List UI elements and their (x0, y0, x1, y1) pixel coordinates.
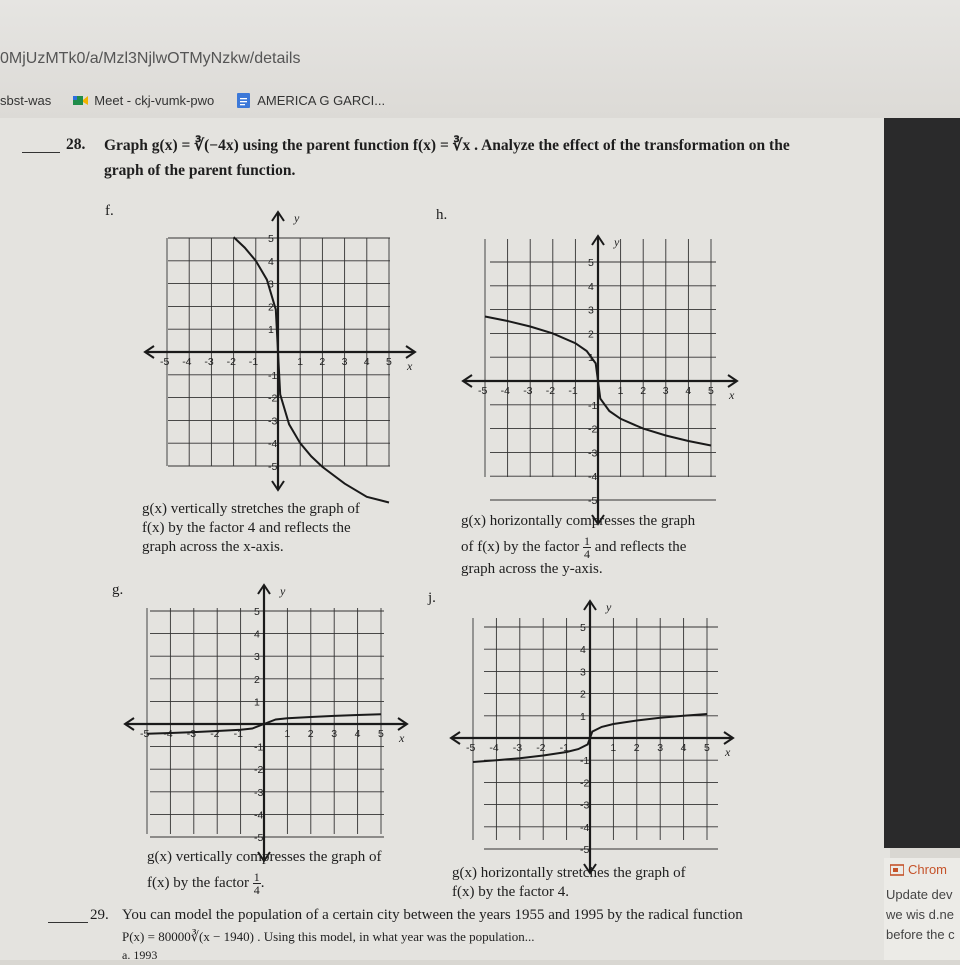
question-number: 28. (66, 136, 86, 153)
y-tick-label: -3 (588, 447, 598, 460)
x-tick-label: 3 (331, 728, 338, 740)
caption-line: g(x) vertically compresses the graph of (147, 849, 382, 865)
y-tick-label: 3 (588, 304, 594, 317)
y-tick-label: -5 (254, 832, 264, 844)
chrome-update-popup[interactable] (884, 858, 960, 960)
x-axis-label: x (729, 388, 735, 402)
y-tick-label: 4 (254, 628, 260, 641)
function-curve (234, 237, 389, 502)
bookmarks-bar (0, 93, 385, 108)
x-tick-label: 2 (640, 385, 647, 397)
x-tick-label: 5 (386, 356, 392, 368)
y-tick-label: 3 (268, 278, 274, 291)
caption-line: g(x) horizontally compresses the graph (461, 513, 696, 529)
y-tick-label: -4 (580, 821, 590, 834)
y-tick-label: -1 (254, 741, 264, 754)
x-tick-label: -5 (140, 728, 150, 740)
x-tick-label: 5 (378, 728, 384, 740)
y-tick-label: -2 (254, 764, 264, 777)
graph-letter-g: g. (112, 582, 124, 598)
dark-side-panel (884, 118, 960, 848)
x-tick-label: -2 (545, 385, 556, 397)
x-tick-label: -3 (204, 356, 214, 368)
graph-letter-j: j. (428, 590, 436, 606)
google-docs-icon (236, 93, 251, 108)
caption-line (147, 871, 382, 896)
meet-icon (73, 94, 88, 107)
x-tick-label: 1 (610, 742, 617, 754)
x-tick-label: -4 (500, 385, 510, 397)
y-tick-label: -5 (580, 844, 590, 856)
y-tick-label: 4 (588, 280, 594, 293)
chrome-warning-icon (890, 864, 904, 876)
bookmark-docs[interactable] (236, 93, 385, 108)
y-tick-label: 5 (588, 257, 594, 269)
question29-line3: a. 1993 (122, 948, 158, 962)
x-tick-label: 4 (354, 728, 361, 740)
caption-line: g(x) horizontally stretches the graph of (452, 865, 686, 881)
caption-line: graph across the y-axis. (461, 561, 603, 577)
grid (485, 239, 716, 500)
caption-line: f(x) by the factor 4 and reflects the (142, 520, 351, 536)
caption-h (461, 512, 695, 579)
x-tick-label: -2 (226, 356, 236, 368)
caption-line: f(x) by the factor 4. (452, 884, 570, 900)
y-tick-label: 2 (254, 673, 260, 686)
y-tick-label: 5 (254, 606, 260, 618)
x-tick-label: -4 (163, 728, 173, 740)
x-tick-label: 4 (685, 385, 692, 397)
y-axis-label: y (280, 584, 286, 598)
y-tick-label: -4 (588, 471, 598, 484)
graph-letter-f: f. (105, 203, 114, 219)
question29-number: 29. (90, 907, 109, 923)
y-tick-label: -1 (588, 399, 598, 412)
y-tick-label: -2 (268, 392, 278, 405)
fraction-denominator: 4 (253, 883, 260, 897)
fraction (253, 871, 261, 896)
bookmark-label: sbst-was (0, 93, 52, 108)
y-tick-label: 1 (254, 696, 260, 709)
x-tick-label: 5 (708, 385, 714, 397)
popup-title-text: Chrom (908, 862, 948, 877)
x-tick-label: -3 (186, 728, 197, 740)
caption-text: . (260, 874, 265, 891)
x-tick-label: -3 (512, 742, 523, 754)
x-tick-label: -5 (466, 742, 476, 754)
x-tick-label: -4 (182, 356, 192, 368)
question29-line2: P(x) = 80000∛(x − 1940) . Using this model, in what year was the population... (122, 929, 535, 944)
y-tick-label: 4 (580, 644, 586, 657)
x-tick-label: -4 (489, 742, 499, 754)
caption-text: f(x) by the factor (147, 874, 250, 891)
y-tick-label: 1 (588, 352, 594, 365)
y-tick-label: 2 (588, 328, 594, 341)
question-text-line1: Graph g(x) = ∛(−4x) using the parent function f(x) = ∛x . Analyze the effect of the transformation on the (104, 137, 790, 154)
bookmark-label: AMERICA G GARCI... (257, 93, 386, 108)
x-tick-label: 4 (680, 742, 687, 754)
y-tick-label: 5 (580, 622, 586, 634)
answer-blank (22, 152, 60, 153)
y-tick-label: -3 (254, 786, 264, 799)
y-tick-label: 1 (580, 710, 586, 723)
x-tick-label: 2 (633, 742, 640, 754)
caption-f (142, 500, 360, 557)
y-tick-label: 1 (268, 324, 274, 337)
graph-letter-h: h. (436, 207, 448, 223)
bookmark-sbst[interactable] (0, 93, 51, 108)
x-tick-label: -2 (210, 728, 220, 740)
caption-g (147, 848, 382, 896)
x-tick-label: 1 (284, 728, 291, 740)
y-tick-label: -5 (588, 495, 598, 507)
y-tick-label: -4 (254, 809, 264, 822)
popup-line: before the c (886, 927, 955, 942)
popup-line: Update dev (886, 887, 953, 902)
x-tick-label: 2 (319, 356, 326, 368)
x-tick-label: 4 (363, 356, 370, 368)
address-bar-url[interactable]: 0MjUzMTk0/a/Mzl3NjlwOTMyNzkw/details (0, 50, 301, 67)
x-tick-label: -1 (568, 385, 578, 397)
y-tick-label: -3 (580, 799, 590, 812)
popup-title (890, 862, 960, 877)
x-tick-label: 3 (341, 356, 348, 368)
fraction-denominator: 4 (584, 547, 591, 561)
x-axis-label: x (725, 745, 731, 759)
fraction-numerator: 1 (584, 534, 591, 548)
y-tick-label: -2 (580, 777, 590, 790)
y-tick-label: 2 (268, 301, 274, 314)
grid (473, 618, 718, 849)
y-tick-label: -1 (580, 755, 590, 768)
y-tick-label: -5 (268, 461, 278, 473)
graph-h (458, 205, 758, 507)
x-tick-label: 1 (297, 356, 304, 368)
fraction-numerator: 1 (253, 870, 260, 884)
x-tick-label: -5 (160, 356, 170, 368)
y-tick-label: 5 (268, 233, 274, 245)
caption-line (461, 535, 695, 560)
y-axis-label: y (606, 600, 612, 614)
y-tick-label: -3 (268, 415, 278, 428)
x-tick-label: -5 (478, 385, 488, 397)
y-axis-label: y (294, 211, 300, 225)
x-axis-label: x (407, 359, 413, 373)
caption-line: g(x) vertically stretches the graph of (142, 501, 360, 517)
y-tick-label: 2 (580, 688, 586, 701)
x-tick-label: -1 (248, 356, 259, 368)
question29-line1: You can model the population of a certain city between the years 1955 and 1995 by the radical function (122, 907, 743, 923)
x-tick-label: -2 (536, 742, 546, 754)
question-text-line2: graph of the parent function. (104, 162, 296, 179)
x-tick-label: -1 (559, 742, 569, 754)
y-tick-label: 4 (268, 255, 274, 268)
x-tick-label: 3 (662, 385, 669, 397)
x-axis-label: x (399, 731, 405, 745)
bookmark-meet[interactable] (73, 93, 214, 108)
graph-g (130, 582, 430, 847)
y-tick-label: 3 (254, 651, 260, 664)
y-tick-label: 3 (580, 666, 586, 679)
browser-chrome (0, 0, 960, 120)
caption-text: and reflects the (594, 538, 687, 555)
popup-line: we wis d.ne (886, 907, 954, 922)
x-tick-label: 3 (657, 742, 664, 754)
answer-blank (48, 922, 88, 923)
caption-j (452, 864, 686, 902)
x-tick-label: 5 (704, 742, 710, 754)
y-tick-label: -1 (268, 369, 278, 382)
caption-text: of f(x) by the factor (461, 538, 580, 555)
y-axis-label: y (614, 235, 620, 249)
graph-f (130, 200, 430, 490)
y-tick-label: -2 (588, 423, 598, 436)
x-tick-label: 2 (307, 728, 314, 740)
x-tick-label: -3 (523, 385, 533, 397)
fraction (583, 535, 591, 560)
bookmark-label: Meet - ckj-vumk-pwo (94, 93, 215, 108)
y-tick-label: -4 (268, 438, 278, 451)
caption-line: graph across the x-axis. (142, 539, 284, 555)
graph-j (450, 596, 750, 858)
x-tick-label: -1 (233, 728, 243, 740)
x-tick-label: 1 (617, 385, 624, 397)
